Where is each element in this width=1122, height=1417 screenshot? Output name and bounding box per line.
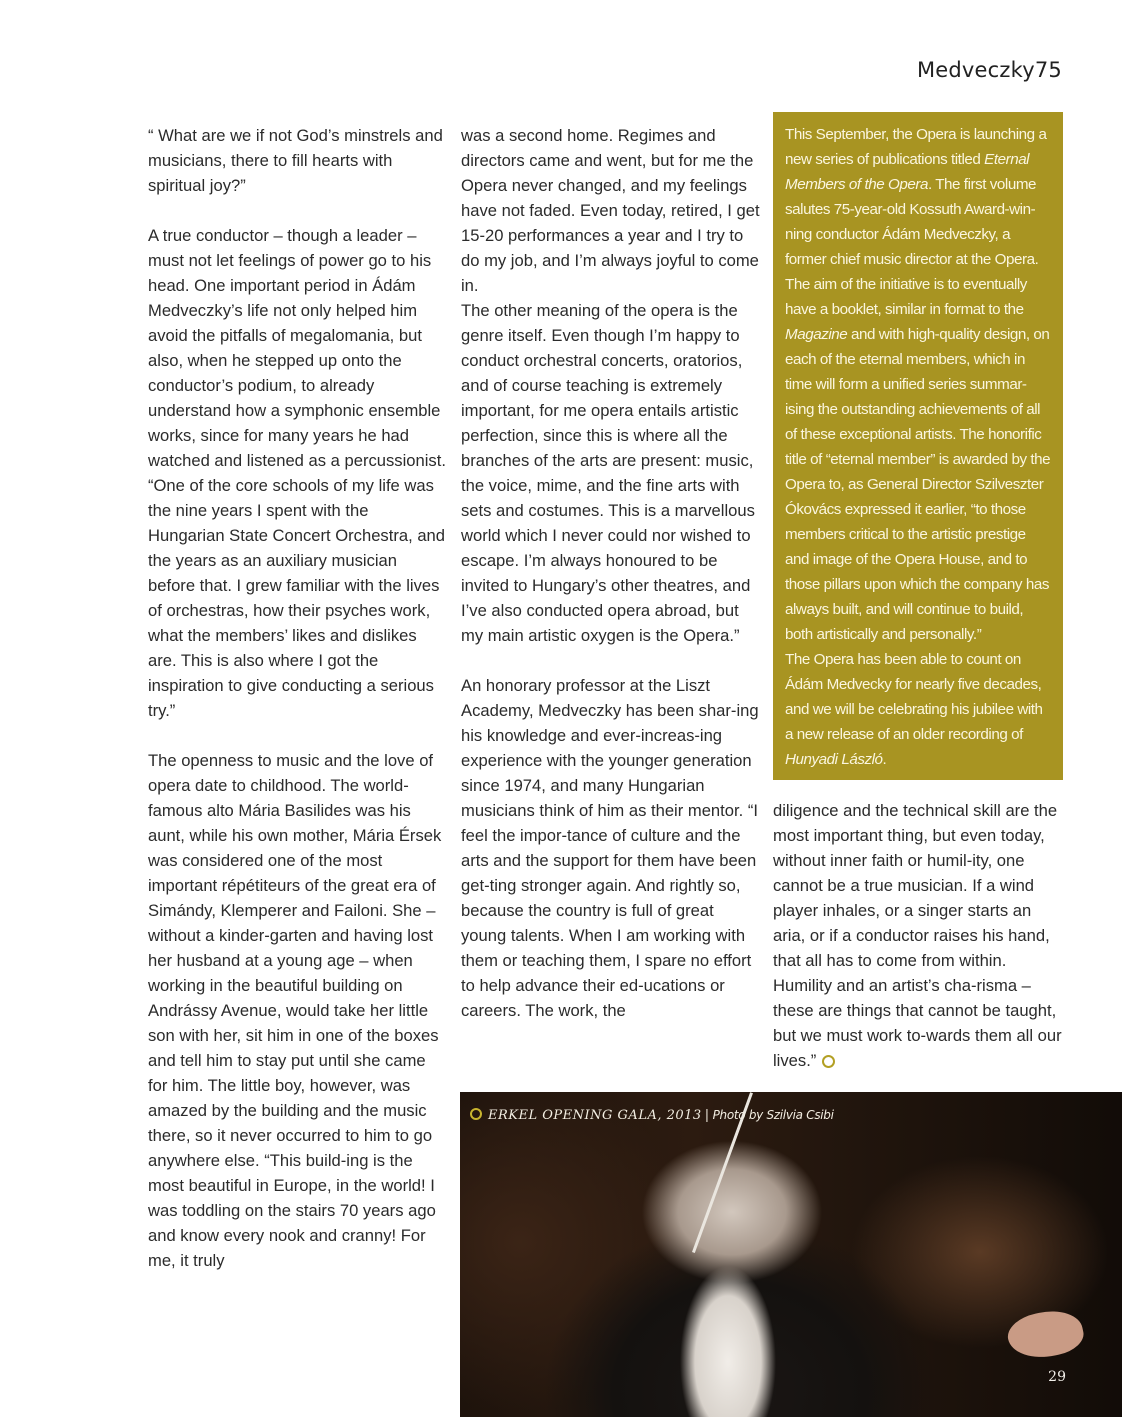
sidebar-paragraph-1	[785, 122, 1053, 647]
sidebar-text: This September, the Opera is launching a new series of publications titled	[785, 126, 1047, 168]
sidebar-text: .	[882, 751, 887, 768]
caption-title: ERKEL OPENING GALA, 2013	[488, 1108, 702, 1123]
caption-separator: |	[704, 1108, 710, 1123]
paragraph: “ What are we if not God’s minstrels and musicians, there to fill hearts with spiritual joy?”	[148, 126, 443, 195]
publication-title: Eternal Members of the Opera	[785, 151, 1030, 193]
sidebar-text: . The first volume salutes 75-year-old Kossuth Award-win-ning conductor Ádám Medveczky, a former chief music director at the Opera. The aim of the initiative is to eventually have a booklet, similar in format to the	[785, 176, 1039, 318]
recording-title: Hunyadi László	[785, 751, 883, 768]
page-number: 29	[1048, 1369, 1066, 1385]
column-2	[461, 123, 761, 1023]
magazine-title: Magazine	[785, 326, 848, 343]
paragraph: “One of the core schools of my life was the nine years I spent with the Hungarian State Concert Orchestra, and the years as an auxiliary musician before that. I grew familiar with the lives of orchestras, how their psyches work, what the members’ likes and dislikes are. This is also where I got the inspiration to give conducting a serious try.”	[148, 476, 446, 720]
hand-shape	[1004, 1305, 1087, 1365]
column-3	[773, 798, 1063, 1073]
caption-ring-icon	[470, 1108, 482, 1120]
running-head: Medveczky75	[916, 58, 1062, 82]
paragraph: An honorary professor at the Liszt Academy, Medveczky has been shar-ing his knowledge and ever-increas-ing experience with the younger generation since 1974, and many Hungarian musicians think of him as their mentor. “I feel the impor-tance of culture and the arts and the support for them have been get-ting stronger again. And rightly so, because the country is full of great young talents. When I am working with them or teaching them, I spare no effort to help advance their ed-ucations or careers. The work, the	[461, 676, 759, 1020]
paragraph: The other meaning of the opera is the genre itself. Even though I’m happy to conduct orchestral concerts, oratorios, and of course teaching is extremely important, for me opera entails artistic perfection, since this is where all the branches of the arts are present: music, the voice, mime, and the fine arts with sets and costumes. This is a marvellous world which I never could nor wished to escape. I’m always honoured to be invited to Hungary’s other theatres, and I’ve also conducted opera abroad, but my main artistic oxygen is the Opera.”	[461, 301, 755, 645]
sidebar-paragraph-2	[785, 647, 1053, 772]
conductor-photo	[460, 1092, 1122, 1417]
sidebar-text: The Opera has been able to count on Ádám Medvecky for nearly five decades, and we will be celebrating his jubilee with a new release of an older recording of	[785, 651, 1043, 743]
photo-caption	[470, 1108, 834, 1123]
end-of-article-ring-icon	[822, 1055, 835, 1068]
column-1	[148, 123, 448, 1273]
sidebar-box	[773, 112, 1063, 780]
paragraph: The openness to music and the love of opera date to childhood. The world-famous alto Mária Basilides was his aunt, while his own mother, Mária Érsek was considered one of the most important répétiteurs of the great era of Simándy, Klemperer and Failoni. She – without a kinder-garten and having lost her husband at a young age – when working in the beautiful building on Andrássy Avenue, would take her little son with her, sit him in one of the boxes and tell him to stay put until she came for him. The little boy, however, was amazed by the building and the music there, so it never occurred to him to go anywhere else. “This build-ing is the most beautiful in Europe, in the world! I was toddling on the stairs 70 years ago and know every nook and cranny! For me, it truly	[148, 751, 442, 1270]
paragraph-text: diligence and the technical skill are the most important thing, but even today, without inner faith or humil-ity, one cannot be a true musician. If a wind player inhales, or a singer starts an aria, or if a conductor raises his hand, that all has to come from within. Humility and an artist’s cha-risma – these are things that cannot be taught, but we must work to-wards them all our lives.”	[773, 801, 1062, 1070]
photo-credit: Photo by Szilvia Csibi	[712, 1108, 834, 1122]
paragraph: A true conductor – though a leader – must not let feelings of power go to his head. One important period in Ádám Medveczky’s life not only helped him avoid the pitfalls of megalomania, but also, when he stepped up onto the conductor’s podium, to already understand how a symphonic ensemble works, since for many years he had watched and listened as a percussionist.	[148, 226, 446, 470]
paragraph: was a second home. Regimes and directors came and went, but for me the Opera never changed, and my feelings have not faded. Even today, retired, I get 15-20 performances a year and I try to do my job, and I’m always joyful to come in.	[461, 126, 760, 295]
paragraph	[773, 798, 1063, 1073]
sidebar-text: and with high-quality design, on each of the eternal members, which in time will form a unified series summar-ising the outstanding achievements of all of these exceptional artists. The honorific title of “eternal member” is awarded by the Opera to, as General Director Szilveszter Ókovács expressed it earlier, “to those members critical to the artistic prestige and image of the Opera House, and to those pillars upon which the company has always built, and will continue to build, both artistically and personally.”	[785, 326, 1051, 643]
